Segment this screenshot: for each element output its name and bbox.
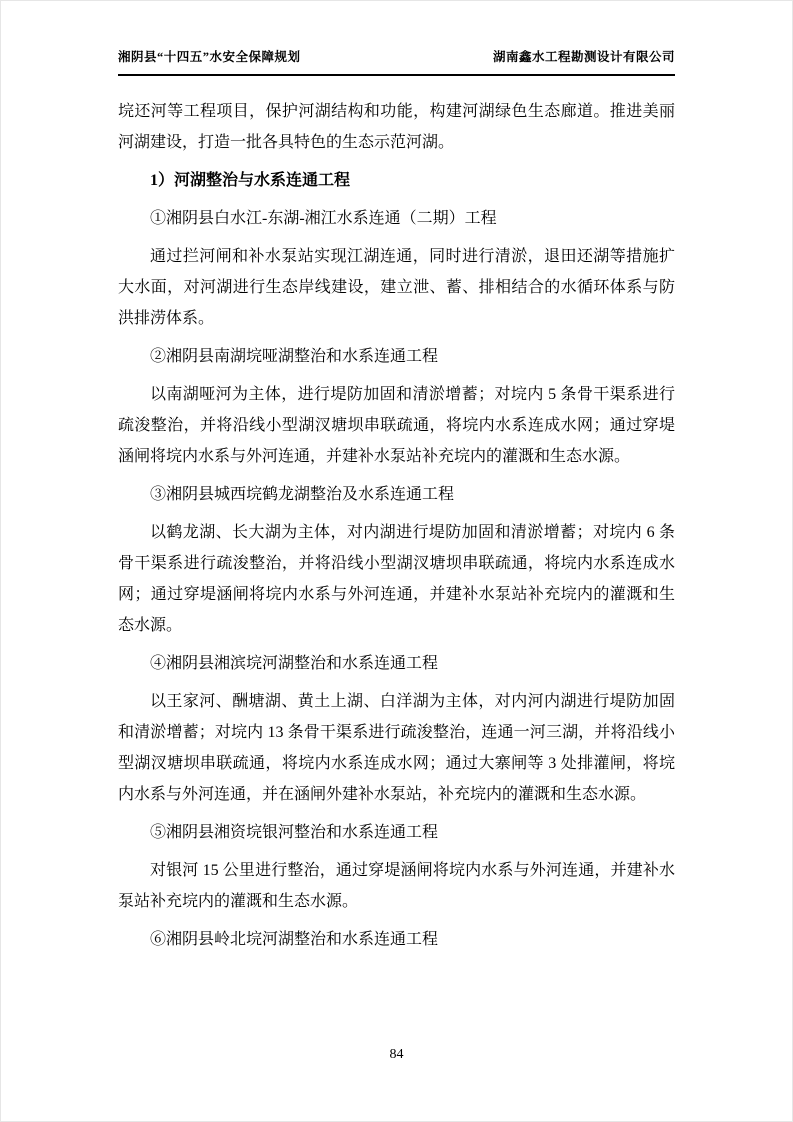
- section-heading: 1）河湖整治与水系连通工程: [150, 172, 351, 189]
- paragraph: 通过拦河闸和补水泵站实现江湖连通，同时进行清淤，退田还湖等措施扩大水面，对河湖进行生态岸线建设，建立泄、蓄、排相结合的水循环体系与防洪排涝体系。: [118, 248, 675, 327]
- page-footer: [1, 1047, 792, 1063]
- subsection-title-5: ⑤湘阴县湘资垸银河整治和水系连通工程: [150, 824, 439, 841]
- paragraph-continuation: 垸还河等工程项目，保护河湖结构和功能，构建河湖绿色生态廊道。推进美丽河湖建设，打造一批各具特色的生态示范河湖。: [118, 103, 675, 151]
- document-body: [118, 96, 675, 955]
- paragraph: 对银河 15 公里进行整治，通过穿堤涵闸将垸内水系与外河连通，并建补水泵站补充垸内的灌溉和生态水源。: [118, 862, 675, 910]
- subsection-title-6: ⑥湘阴县岭北垸河湖整治和水系连通工程: [150, 931, 439, 948]
- paragraph: 以王家河、酬塘湖、黄土上湖、白洋湖为主体，对内河内湖进行堤防加固和清淤增蓄；对垸内 13 条骨干渠系进行疏浚整治，连通一河三湖，并将沿线小型湖汊塘坝串联疏通，将垸内水系连成水网；通过大寨闸等 3 处排灌闸，将垸内水系与外河连通，并在涵闸外建补水泵站，补充垸内的灌溉和生态水源。: [118, 693, 675, 803]
- page-header: [118, 47, 675, 76]
- subsection-title-4: ④湘阴县湘滨垸河湖整治和水系连通工程: [150, 655, 439, 672]
- header-left-title: 湘阴县“十四五”水安全保障规划: [118, 50, 301, 64]
- paragraph: 以南湖哑河为主体，进行堤防加固和清淤增蓄；对垸内 5 条骨干渠系进行疏浚整治，并将沿线小型湖汊塘坝串联疏通，将垸内水系连成水网；通过穿堤涵闸将垸内水系与外河连通，并建补水泵站补充垸内的灌溉和生态水源。: [118, 386, 675, 465]
- page-number: 84: [389, 1047, 404, 1062]
- header-right-title: 湖南鑫水工程勘测设计有限公司: [492, 50, 675, 64]
- subsection-title-2: ②湘阴县南湖垸哑湖整治和水系连通工程: [150, 348, 439, 365]
- paragraph: 以鹤龙湖、长大湖为主体，对内湖进行堤防加固和清淤增蓄；对垸内 6 条骨干渠系进行疏浚整治，并将沿线小型湖汊塘坝串联疏通，将垸内水系连成水网；通过穿堤涵闸将垸内水系与外河连通，并建补水泵站补充垸内的灌溉和生态水源。: [118, 524, 675, 634]
- subsection-title-1: ①湘阴县白水江-东湖-湘江水系连通（二期）工程: [150, 210, 497, 227]
- subsection-title-3: ③湘阴县城西垸鹤龙湖整治及水系连通工程: [150, 486, 455, 503]
